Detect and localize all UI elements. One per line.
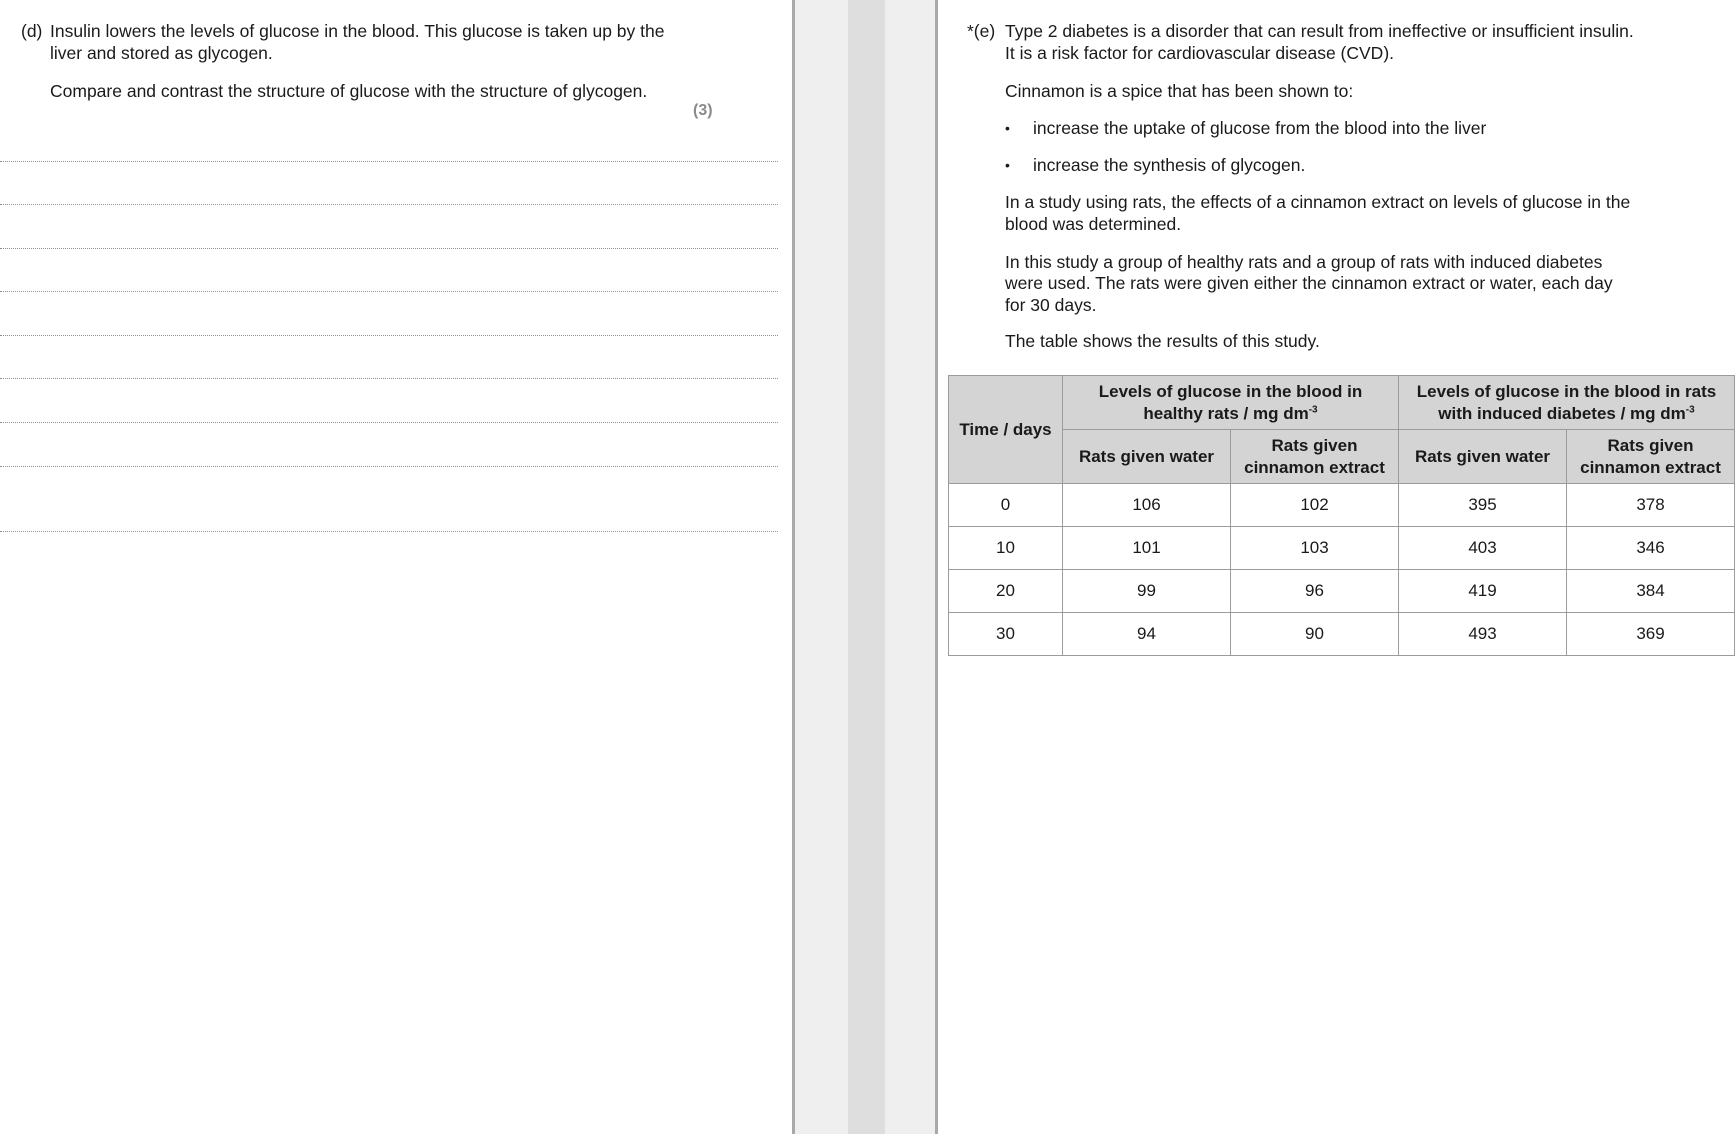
healthy-group-header-line1: Levels of glucose in the blood in (1098, 381, 1363, 401)
groups-text-line1: In this study a group of healthy rats and a group of rats with induced diabetes (1005, 252, 1603, 272)
diabetic-water-cell: 395 (1399, 484, 1567, 527)
table-row (949, 527, 1735, 570)
healthy-cinnamon-cell: 102 (1231, 484, 1399, 527)
time-cell: 0 (949, 484, 1063, 527)
diabetic-water-cell: 403 (1399, 527, 1567, 570)
answer-line[interactable] (0, 204, 778, 205)
table-row (949, 570, 1735, 613)
cinnamon-header-line1: Rats given (1607, 435, 1694, 455)
bullet-dot-icon: • (1005, 120, 1010, 136)
answer-line[interactable] (0, 335, 778, 336)
healthy-cinnamon-cell: 90 (1231, 613, 1399, 656)
healthy-group-header (1063, 376, 1399, 430)
diabetic-water-header: Rats given water (1399, 430, 1567, 484)
question-e-intro-line1: Type 2 diabetes is a disorder that can result from ineffective or insufficient insulin. (1005, 21, 1634, 41)
bullet-item: increase the uptake of glucose from the blood into the liver (1033, 118, 1487, 138)
diabetic-group-header-line1: Levels of glucose in the blood in rats (1416, 381, 1717, 401)
healthy-water-cell: 101 (1063, 527, 1231, 570)
healthy-cinnamon-header (1231, 430, 1399, 484)
question-d-text-line2: liver and stored as glycogen. (50, 43, 273, 63)
question-d-text-line1: Insulin lowers the levels of glucose in the blood. This glucose is taken up by the (50, 21, 665, 41)
time-cell: 10 (949, 527, 1063, 570)
answer-line[interactable] (0, 466, 778, 467)
right-page (938, 0, 1736, 1134)
diabetic-water-cell: 419 (1399, 570, 1567, 613)
question-d-marks: (3) (693, 102, 713, 119)
answer-line[interactable] (0, 248, 778, 249)
cinnamon-intro: Cinnamon is a spice that has been shown to: (1005, 81, 1354, 101)
bullet-item: increase the synthesis of glycogen. (1033, 155, 1306, 175)
question-d-instruction: Compare and contrast the structure of glucose with the structure of glycogen. (50, 81, 648, 101)
results-table (948, 375, 1735, 656)
healthy-group-header-line2: healthy rats / mg dm (1143, 403, 1309, 423)
time-cell: 20 (949, 570, 1063, 613)
table-row (949, 613, 1735, 656)
diabetic-cinnamon-cell: 384 (1567, 570, 1735, 613)
bullet-dot-icon: • (1005, 157, 1010, 173)
answer-line[interactable] (0, 422, 778, 423)
answer-line[interactable] (0, 531, 778, 532)
table-intro: The table shows the results of this study. (1005, 331, 1320, 351)
study-text-line2: blood was determined. (1005, 214, 1182, 234)
gutter-strip (848, 0, 885, 1134)
diabetic-cinnamon-cell: 346 (1567, 527, 1735, 570)
healthy-water-cell: 99 (1063, 570, 1231, 613)
question-d-label: (d) (21, 21, 43, 41)
question-e-intro-line2: It is a risk factor for cardiovascular disease (CVD). (1005, 43, 1395, 63)
cinnamon-header-line2: cinnamon extract (1244, 457, 1385, 477)
table-row (949, 484, 1735, 527)
diabetic-cinnamon-header (1567, 430, 1735, 484)
healthy-cinnamon-cell: 103 (1231, 527, 1399, 570)
cinnamon-header-line1: Rats given (1271, 435, 1358, 455)
healthy-cinnamon-cell: 96 (1231, 570, 1399, 613)
groups-text-line3: for 30 days. (1005, 295, 1097, 315)
diabetic-water-cell: 493 (1399, 613, 1567, 656)
diabetic-group-header (1399, 376, 1735, 430)
healthy-water-header: Rats given water (1063, 430, 1231, 484)
time-header: Time / days (949, 376, 1063, 484)
unit-exponent: -3 (1308, 403, 1318, 415)
answer-line[interactable] (0, 161, 778, 162)
diabetic-cinnamon-cell: 378 (1567, 484, 1735, 527)
unit-exponent: -3 (1685, 403, 1695, 415)
groups-text-line2: were used. The rats were given either the cinnamon extract or water, each day (1005, 273, 1613, 293)
study-text-line1: In a study using rats, the effects of a cinnamon extract on levels of glucose in the (1005, 192, 1631, 212)
cinnamon-header-line2: cinnamon extract (1580, 457, 1721, 477)
question-e-label: *(e) (967, 21, 996, 41)
answer-line[interactable] (0, 378, 778, 379)
diabetic-cinnamon-cell: 369 (1567, 613, 1735, 656)
left-page (0, 0, 792, 1134)
diabetic-group-header-line2: with induced diabetes / mg dm (1438, 403, 1686, 423)
answer-line[interactable] (0, 291, 778, 292)
time-cell: 30 (949, 613, 1063, 656)
healthy-water-cell: 106 (1063, 484, 1231, 527)
healthy-water-cell: 94 (1063, 613, 1231, 656)
